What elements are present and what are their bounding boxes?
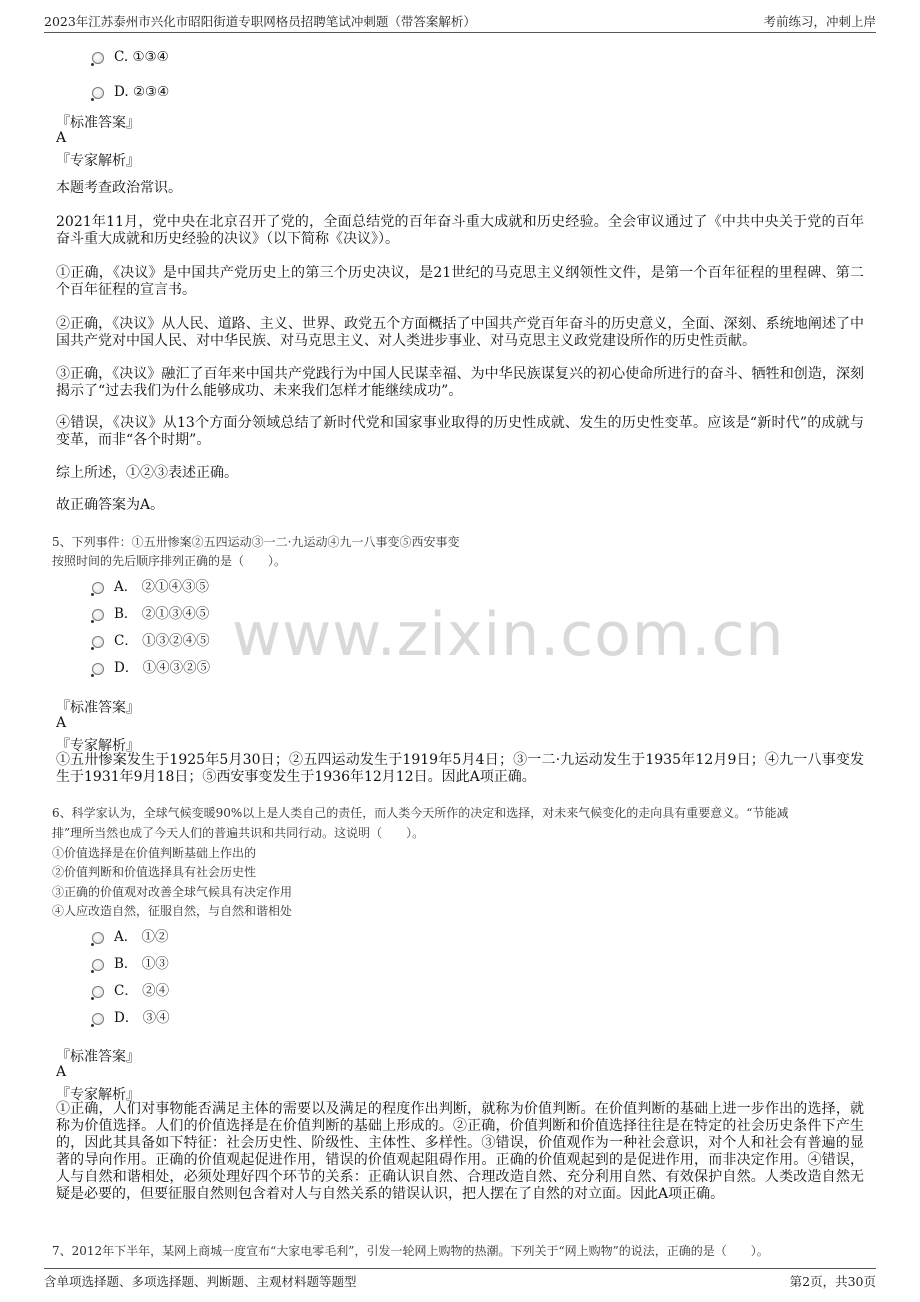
option-text: ①③④ [132, 49, 169, 65]
q5-option-c[interactable] [92, 629, 210, 649]
analysis-paragraph: 综上所述，①②③表述正确。 [56, 465, 238, 481]
statement-item: ③正确的价值观对改善全球气候具有决定作用 [52, 885, 293, 899]
statement-item: ④人应改造自然，征服自然，与自然和谐相处 [52, 904, 293, 918]
analysis-paragraph: ④错误，《决议》从13个方面分领域总结了新时代党和国家事业取得的历史性成就、发生的历史性变革。应该是“新时代”的成就与变革，而非“各个时期”。 [56, 415, 864, 448]
statement-item: ①价值选择是在价值判断基础上作出的 [52, 846, 257, 860]
standard-answer-value: A [56, 715, 67, 731]
option-letter: C． [114, 983, 138, 999]
radio-icon[interactable] [92, 87, 104, 99]
option-text: ②①③④⑤ [141, 606, 210, 622]
question-6-stem-cont: 排”理所当然也成了今天人们的普遍共识和共同行动。这说明（ ）。 [52, 826, 425, 840]
question-5-stem-cont: 按照时间的先后顺序排列正确的是（ ）。 [52, 554, 287, 568]
radio-icon[interactable] [92, 959, 104, 971]
option-letter: A． [114, 579, 138, 595]
option-text: ①④③②⑤ [142, 660, 211, 676]
option-letter: C． [114, 633, 138, 649]
radio-icon[interactable] [92, 609, 104, 621]
expert-analysis-label: 『专家解析』 [56, 738, 140, 754]
q6-option-a[interactable] [92, 925, 169, 945]
question-5-stem: 5、下列事件：①五卅惨案②五四运动③一二·九运动④九一八事变⑤西安事变 [52, 535, 460, 549]
analysis-paragraph: ①正确，《决议》是中国共产党历史上的第三个历史决议，是21世纪的马克思主义纲领性文件，是第一个百年征程的里程碑、第二个百年征程的宣言书。 [56, 265, 864, 298]
option-letter: D． [114, 660, 139, 676]
option-text: ①② [141, 929, 169, 945]
q5-option-a[interactable] [92, 575, 209, 595]
footer-left: 含单项选择题、多项选择题、判断题、主观材料题等题型 [44, 1274, 357, 1289]
analysis-paragraph: 本题考查政治常识。 [56, 180, 182, 196]
watermark: www.zixin.com.cn [232, 600, 785, 670]
option-letter: D． [114, 1010, 139, 1026]
option-text: ②④ [142, 983, 170, 999]
radio-icon[interactable] [92, 663, 104, 675]
standard-answer-label: 『标准答案』 [56, 1049, 140, 1065]
footer-page-number: 第2页，共30页 [789, 1274, 876, 1289]
analysis-paragraph: 2021年11月，党中央在北京召开了党的，全面总结党的百年奋斗重大成就和历史经验。全会审议通过了《中共中央关于党的百年奋斗重大成就和历史经验的决议》（以下简称《决议》）。 [56, 214, 864, 247]
radio-icon[interactable] [92, 636, 104, 648]
radio-icon[interactable] [92, 582, 104, 594]
question-7-stem: 7、2012年下半年，某网上商城一度宣布“大家电零毛利”，引发一轮网上购物的热潮。下列关于“网上购物”的说法，正确的是（ ）。 [52, 1244, 769, 1258]
q5-option-d[interactable] [92, 656, 210, 676]
option-text: ③④ [142, 1010, 170, 1026]
standard-answer-label: 『标准答案』 [56, 700, 140, 716]
q6-option-d[interactable] [92, 1006, 170, 1026]
q5-option-b[interactable] [92, 602, 209, 622]
analysis-paragraph: 故正确答案为A。 [56, 497, 165, 513]
analysis-paragraph: ①五卅惨案发生于1925年5月30日；②五四运动发生于1919年5月4日；③一二·九运动发生于1935年12月9日；④九一八事变发生于1931年9月18日；⑤西安事变发生于1936年12月12日。因此A项正确。 [56, 752, 864, 785]
option-text: ②③④ [132, 84, 170, 100]
footer-rule [44, 1268, 876, 1269]
header-rule [44, 32, 876, 33]
radio-icon[interactable] [92, 932, 104, 944]
analysis-paragraph: ②正确，《决议》从人民、道路、主义、世界、政党五个方面概括了中国共产党百年奋斗的历史意义，全面、深刻、系统地阐述了中国共产党对中国人民、对中华民族、对马克思主义、对人类进步事业、对马克思主义政党建设所作的历史性贡献。 [56, 316, 864, 349]
option-text: ②①④③⑤ [141, 579, 210, 595]
radio-icon[interactable] [92, 1013, 104, 1025]
option-letter: B． [114, 606, 138, 622]
radio-icon[interactable] [92, 52, 104, 64]
statement-item: ②价值判断和价值选择具有社会历史性 [52, 865, 257, 879]
standard-answer-value: A [56, 130, 67, 146]
expert-analysis-label: 『专家解析』 [56, 1087, 140, 1103]
header-title: 2023年江苏泰州市兴化市昭阳街道专职网格员招聘笔试冲刺题（带答案解析） [44, 14, 476, 29]
q4-option-d[interactable] [92, 84, 169, 100]
standard-answer-label: 『标准答案』 [56, 115, 140, 131]
question-6-stem: 6、科学家认为，全球气候变暖90%以上是人类自己的责任，而人类今天所作的决定和选择，对未来气候变化的走向具有重要意义。“节能减 [52, 806, 789, 820]
standard-answer-value: A [56, 1064, 67, 1080]
option-letter: D. [114, 84, 129, 100]
option-text: ①③②④⑤ [142, 633, 210, 649]
q4-option-c[interactable] [92, 49, 169, 65]
option-letter: B． [114, 956, 138, 972]
header-right: 考前练习，冲刺上岸 [763, 14, 876, 29]
analysis-paragraph: ①正确，人们对事物能否满足主体的需要以及满足的程度作出判断，就称为价值判断。在价值判断的基础上进一步作出的选择，就称为价值选择。人们的价值选择是在价值判断的基础上形成的。②正确，价值判断和价值选择往往是在特定的社会历史条件下产生的，因此其具备如下特征：社会历史性、阶级性、主体性、多样性。③错误，价值观作为一种社会意识，对个人和社会有普遍的显著的导向作用。正确的价值观起促进作用，错误的价值观起阻碍作用。正确的价值观起到的是促进作用，而非决定作用。④错误，人与自然和谐相处，必须处理好四个环节的关系：正确认识自然、合理改造自然、充分利用自然、有效保护自然。人类改造自然无疑是必要的，但要征服自然则包含着对人与自然关系的错误认识，把人摆在了自然的对立面。因此A项正确。 [56, 1101, 864, 1202]
option-letter: C. [114, 49, 129, 65]
option-text: ①③ [141, 956, 169, 972]
q6-option-c[interactable] [92, 979, 169, 999]
q6-option-b[interactable] [92, 952, 169, 972]
option-letter: A． [114, 929, 138, 945]
analysis-paragraph: ③正确，《决议》融汇了百年来中国共产党践行为中国人民谋幸福、为中华民族谋复兴的初心使命所进行的奋斗、牺牲和创造，深刻揭示了“过去我们为什么能够成功、未来我们怎样才能继续成功”。 [56, 366, 864, 399]
radio-icon[interactable] [92, 986, 104, 998]
expert-analysis-label: 『专家解析』 [56, 153, 140, 169]
